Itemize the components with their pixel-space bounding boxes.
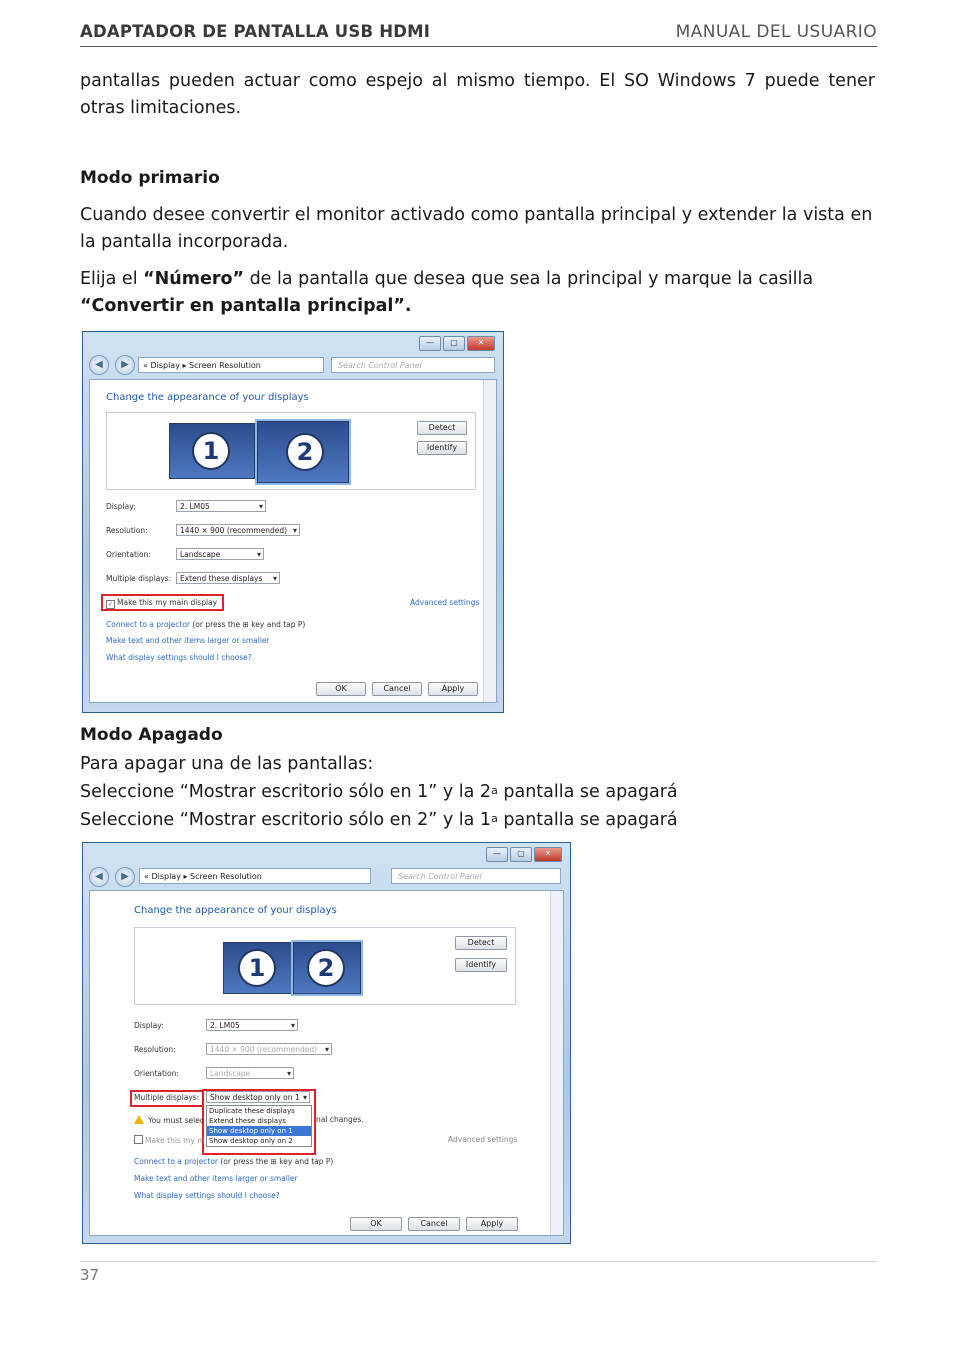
advanced-settings-link[interactable]: Advanced settings	[448, 1135, 518, 1144]
maximize-icon[interactable]: ▢	[510, 847, 532, 862]
off-line-3-b: pantalla se apagará	[497, 810, 678, 830]
option-extend[interactable]: Extend these displays	[209, 1117, 286, 1125]
projector-line	[106, 620, 305, 629]
primary-paragraph-2	[80, 266, 875, 320]
para2-text-c: de la pantalla que desea que sea la principal y marque la casilla	[244, 269, 814, 289]
monitor-1-number: 1	[192, 432, 230, 470]
off-line-2-ordinal: a	[491, 784, 498, 797]
resolution-label: Resolution:	[134, 1045, 176, 1054]
dialog-heading: Change the appearance of your displays	[106, 392, 309, 403]
forward-icon[interactable]: ▶	[115, 867, 135, 887]
option-only-1[interactable]: Show desktop only on 1	[207, 1126, 311, 1136]
display-settings-help-link[interactable]: What display settings should I choose?	[106, 653, 252, 662]
identify-button[interactable]: Identify	[455, 958, 507, 972]
orientation-label: Orientation:	[134, 1069, 179, 1078]
off-line-3-a: Seleccione “Mostrar escritorio sólo en 2” y la 1	[80, 810, 492, 830]
multiple-displays-select[interactable]: Show desktop only on 1 ▾	[206, 1091, 310, 1103]
off-line-2	[80, 777, 875, 806]
footer-rule	[80, 1261, 877, 1262]
checkbox-unchecked-icon	[134, 1135, 143, 1144]
maximize-icon[interactable]: ▢	[443, 336, 465, 351]
scrollbar[interactable]	[550, 891, 563, 1235]
projector-link[interactable]: Connect to a projector	[134, 1157, 218, 1166]
nav-buttons	[89, 354, 135, 376]
projector-link[interactable]: Connect to a projector	[106, 620, 190, 629]
resolution-label: Resolution:	[106, 526, 148, 535]
option-only-2[interactable]: Show desktop only on 2	[209, 1137, 293, 1145]
primary-paragraph-1: Cuando desee convertir el monitor activado como pantalla principal y extender la vista en la pantalla incorporada.	[80, 205, 873, 252]
main-display-text: Make this my main display	[117, 598, 218, 607]
advanced-settings-link[interactable]: Advanced settings	[410, 598, 480, 607]
display-label: Display:	[106, 502, 136, 511]
projector-hint: (or press the ⊞ key and tap P)	[190, 620, 306, 629]
main-display-checkbox[interactable]	[106, 598, 217, 609]
running-header	[80, 22, 877, 47]
display-settings-help-link[interactable]: What display settings should I choose?	[134, 1191, 280, 1200]
checkbox-checked-icon: ✓	[107, 601, 114, 608]
display-arrangement	[106, 412, 476, 490]
off-line-2-a: Seleccione “Mostrar escritorio sólo en 1” y la 2	[80, 782, 492, 802]
close-icon[interactable]: ✕	[534, 847, 562, 862]
text-size-link[interactable]: Make text and other items larger or smaller	[106, 636, 270, 645]
monitor-1[interactable]	[169, 423, 255, 479]
warning-text-b: nal changes.	[316, 1115, 364, 1124]
address-bar[interactable]: « Display ▸ Screen Resolution	[138, 357, 324, 373]
search-input[interactable]: Search Control Panel	[331, 357, 495, 373]
off-line-3-ordinal: a	[491, 812, 498, 825]
apply-button[interactable]: Apply	[428, 682, 478, 696]
display-arrangement	[134, 927, 516, 1005]
dialog-content	[89, 379, 497, 703]
monitor-2-number: 2	[307, 949, 345, 987]
scrollbar[interactable]	[483, 380, 496, 702]
close-icon[interactable]: ✕	[467, 336, 495, 351]
main-display-checkbox[interactable]	[134, 1135, 205, 1145]
monitor-1[interactable]	[223, 942, 293, 994]
option-duplicate[interactable]: Duplicate these displays	[209, 1107, 295, 1115]
monitor-2-number: 2	[286, 433, 324, 471]
resolution-select[interactable]: 1440 × 900 (recommended) ▾	[176, 524, 300, 536]
minimize-icon[interactable]: —	[486, 847, 508, 862]
warning-line	[134, 1115, 204, 1125]
cancel-button[interactable]: Cancel	[408, 1217, 460, 1231]
section-title-primary: Modo primario	[80, 168, 220, 188]
multiple-displays-select[interactable]: Extend these displays ▾	[176, 572, 280, 584]
minimize-icon[interactable]: —	[419, 336, 441, 351]
search-input[interactable]: Search Control Panel	[391, 868, 561, 884]
apply-button[interactable]: Apply	[466, 1217, 518, 1231]
display-label: Display:	[134, 1021, 164, 1030]
projector-line	[134, 1157, 333, 1166]
multiple-displays-label: Multiple displays:	[106, 574, 172, 583]
section-title-off: Modo Apagado	[80, 725, 223, 745]
monitor-2[interactable]	[257, 421, 349, 483]
multiple-displays-label: Multiple displays:	[134, 1093, 200, 1102]
dialog-heading: Change the appearance of your displays	[134, 905, 337, 916]
para2-bold-numero: “Número”	[143, 269, 244, 289]
identify-button[interactable]: Identify	[417, 441, 467, 455]
header-manual-label: MANUAL DEL USUARIO	[675, 22, 877, 42]
text-size-link[interactable]: Make text and other items larger or smaller	[134, 1174, 298, 1183]
monitor-1-number: 1	[238, 949, 276, 987]
off-line-1: Para apagar una de las pantallas:	[80, 754, 374, 774]
orientation-select[interactable]: Landscape ▾	[176, 548, 264, 560]
para2-bold-convertir: “Convertir en pantalla principal”.	[80, 296, 412, 316]
ok-button[interactable]: OK	[316, 682, 366, 696]
forward-icon[interactable]: ▶	[115, 355, 135, 375]
multiple-displays-options	[206, 1105, 312, 1147]
orientation-label: Orientation:	[106, 550, 151, 559]
nav-buttons	[89, 866, 135, 888]
display-select[interactable]: 2. LM05 ▾	[206, 1019, 298, 1031]
main-display-text: Make this my m	[145, 1136, 205, 1145]
header-title: ADAPTADOR DE PANTALLA USB HDMI	[80, 22, 431, 41]
page-number: 37	[80, 1266, 100, 1284]
window-controls	[486, 847, 562, 861]
cancel-button[interactable]: Cancel	[372, 682, 422, 696]
projector-hint: (or press the ⊞ key and tap P)	[218, 1157, 334, 1166]
screenshot-primary-mode	[82, 331, 504, 713]
off-line-2-b: pantalla se apagará	[497, 782, 678, 802]
screenshot-off-mode	[82, 842, 571, 1244]
window-controls	[419, 336, 495, 350]
display-select[interactable]: 2. LM05 ▾	[176, 500, 266, 512]
dialog-content	[89, 890, 564, 1236]
monitor-2[interactable]	[293, 942, 361, 994]
back-icon[interactable]: ◀	[89, 867, 109, 887]
para2-text-a: Elija el	[80, 269, 144, 289]
back-icon[interactable]: ◀	[89, 355, 109, 375]
intro-paragraph: pantallas pueden actuar como espejo al mismo tiempo. El SO Windows 7 puede tener otras limitaciones.	[80, 71, 875, 118]
warning-text-a: You must selec	[148, 1116, 204, 1125]
off-line-3	[80, 805, 875, 834]
ok-button[interactable]: OK	[350, 1217, 402, 1231]
address-bar[interactable]: « Display ▸ Screen Resolution	[139, 868, 371, 884]
orientation-select[interactable]: Landscape ▾	[206, 1067, 294, 1079]
detect-button[interactable]: Detect	[417, 421, 467, 435]
resolution-select[interactable]: 1440 × 900 (recommended) ▾	[206, 1043, 332, 1055]
detect-button[interactable]: Detect	[455, 936, 507, 950]
warning-icon	[134, 1115, 144, 1124]
